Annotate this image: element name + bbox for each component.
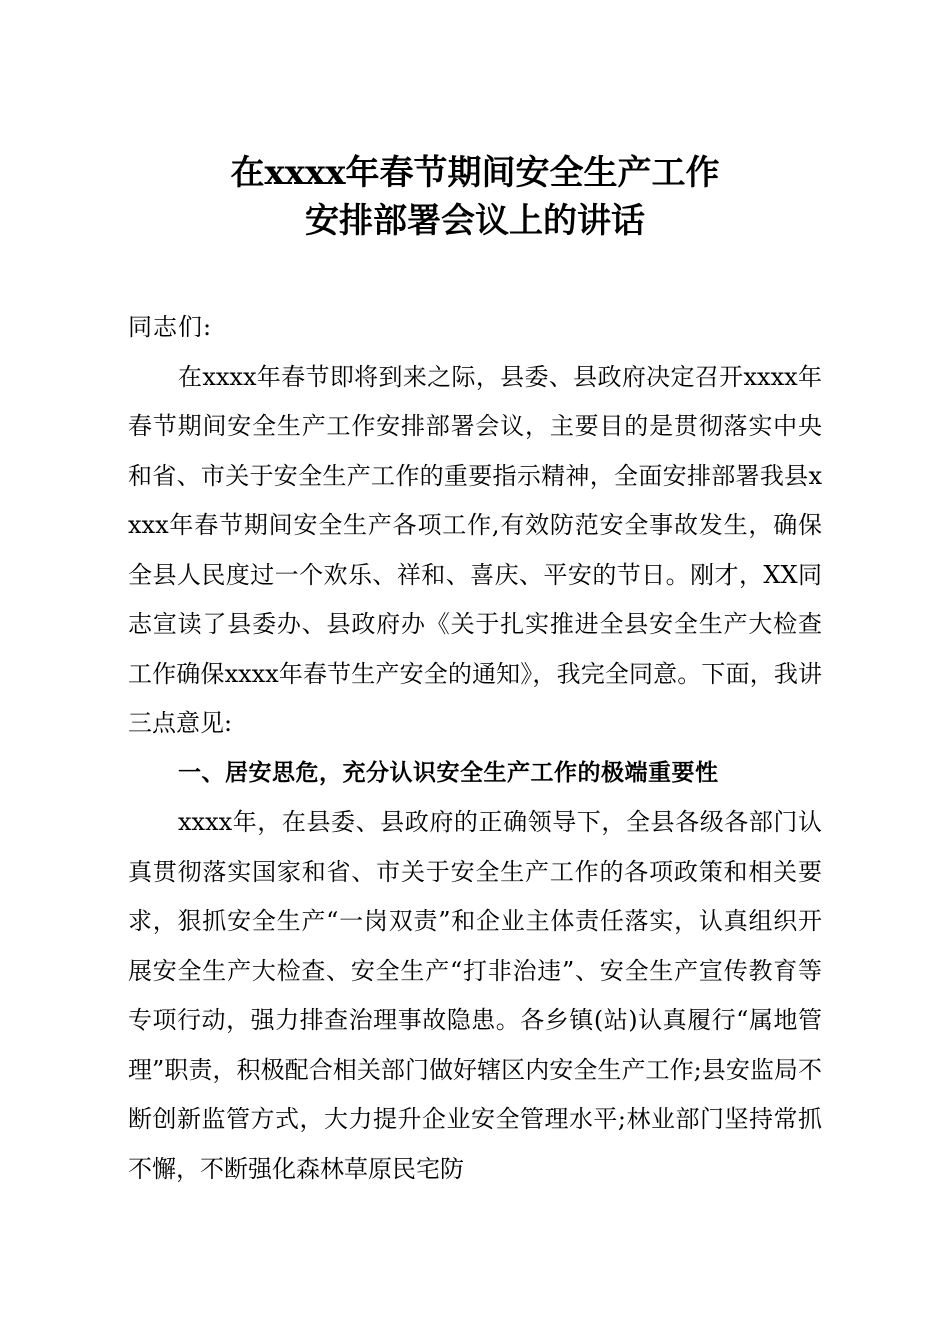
document-body xyxy=(128,303,822,1194)
paragraph-section-1: xxxx年，在县委、县政府的正确领导下，全县各级各部门认真贯彻落实国家和省、市关于安全生产工作的各项政策和相关要求，狠抓安全生产“一岗双责”和企业主体责任落实，认真组织开展安全生产大检查、安全生产“打非治违”、安全生产宣传教育等专项行动，强力排查治理事故隐患。各乡镇(站)认真履行“属地管理”职责，积极配合相关部门做好辖区内安全生产工作;县安监局不断创新监管方式，大力提升企业安全管理水平;林业部门坚持常抓不懈，不断强化森林草原民宅防 xyxy=(128,808,822,1183)
salutation: 同志们: xyxy=(128,313,213,341)
document-title-line1: 在xxxx年春节期间安全生产工作 xyxy=(230,153,720,193)
document-title-line2: 安排部署会议上的讲话 xyxy=(305,201,645,241)
paragraph-intro: 在xxxx年春节即将到来之际，县委、县政府决定召开xxxx年春节期间安全生产工作安排部署会议，主要目的是贯彻落实中央和省、市关于安全生产工作的重要指示精神，全面安排部署我县xxxx年春节期间安全生产各项工作,有效防范安全事故发生，确保全县人民度过一个欢乐、祥和、喜庆、平安的节日。刚才，XX同志宣读了县委办、县政府办《关于扎实推进全县安全生产大检查工作确保xxxx年春节生产安全的通知》，我完全同意。下面，我讲三点意见: xyxy=(128,362,822,737)
section-heading-1: 一、居安思危，充分认识安全生产工作的极端重要性 xyxy=(178,759,719,786)
